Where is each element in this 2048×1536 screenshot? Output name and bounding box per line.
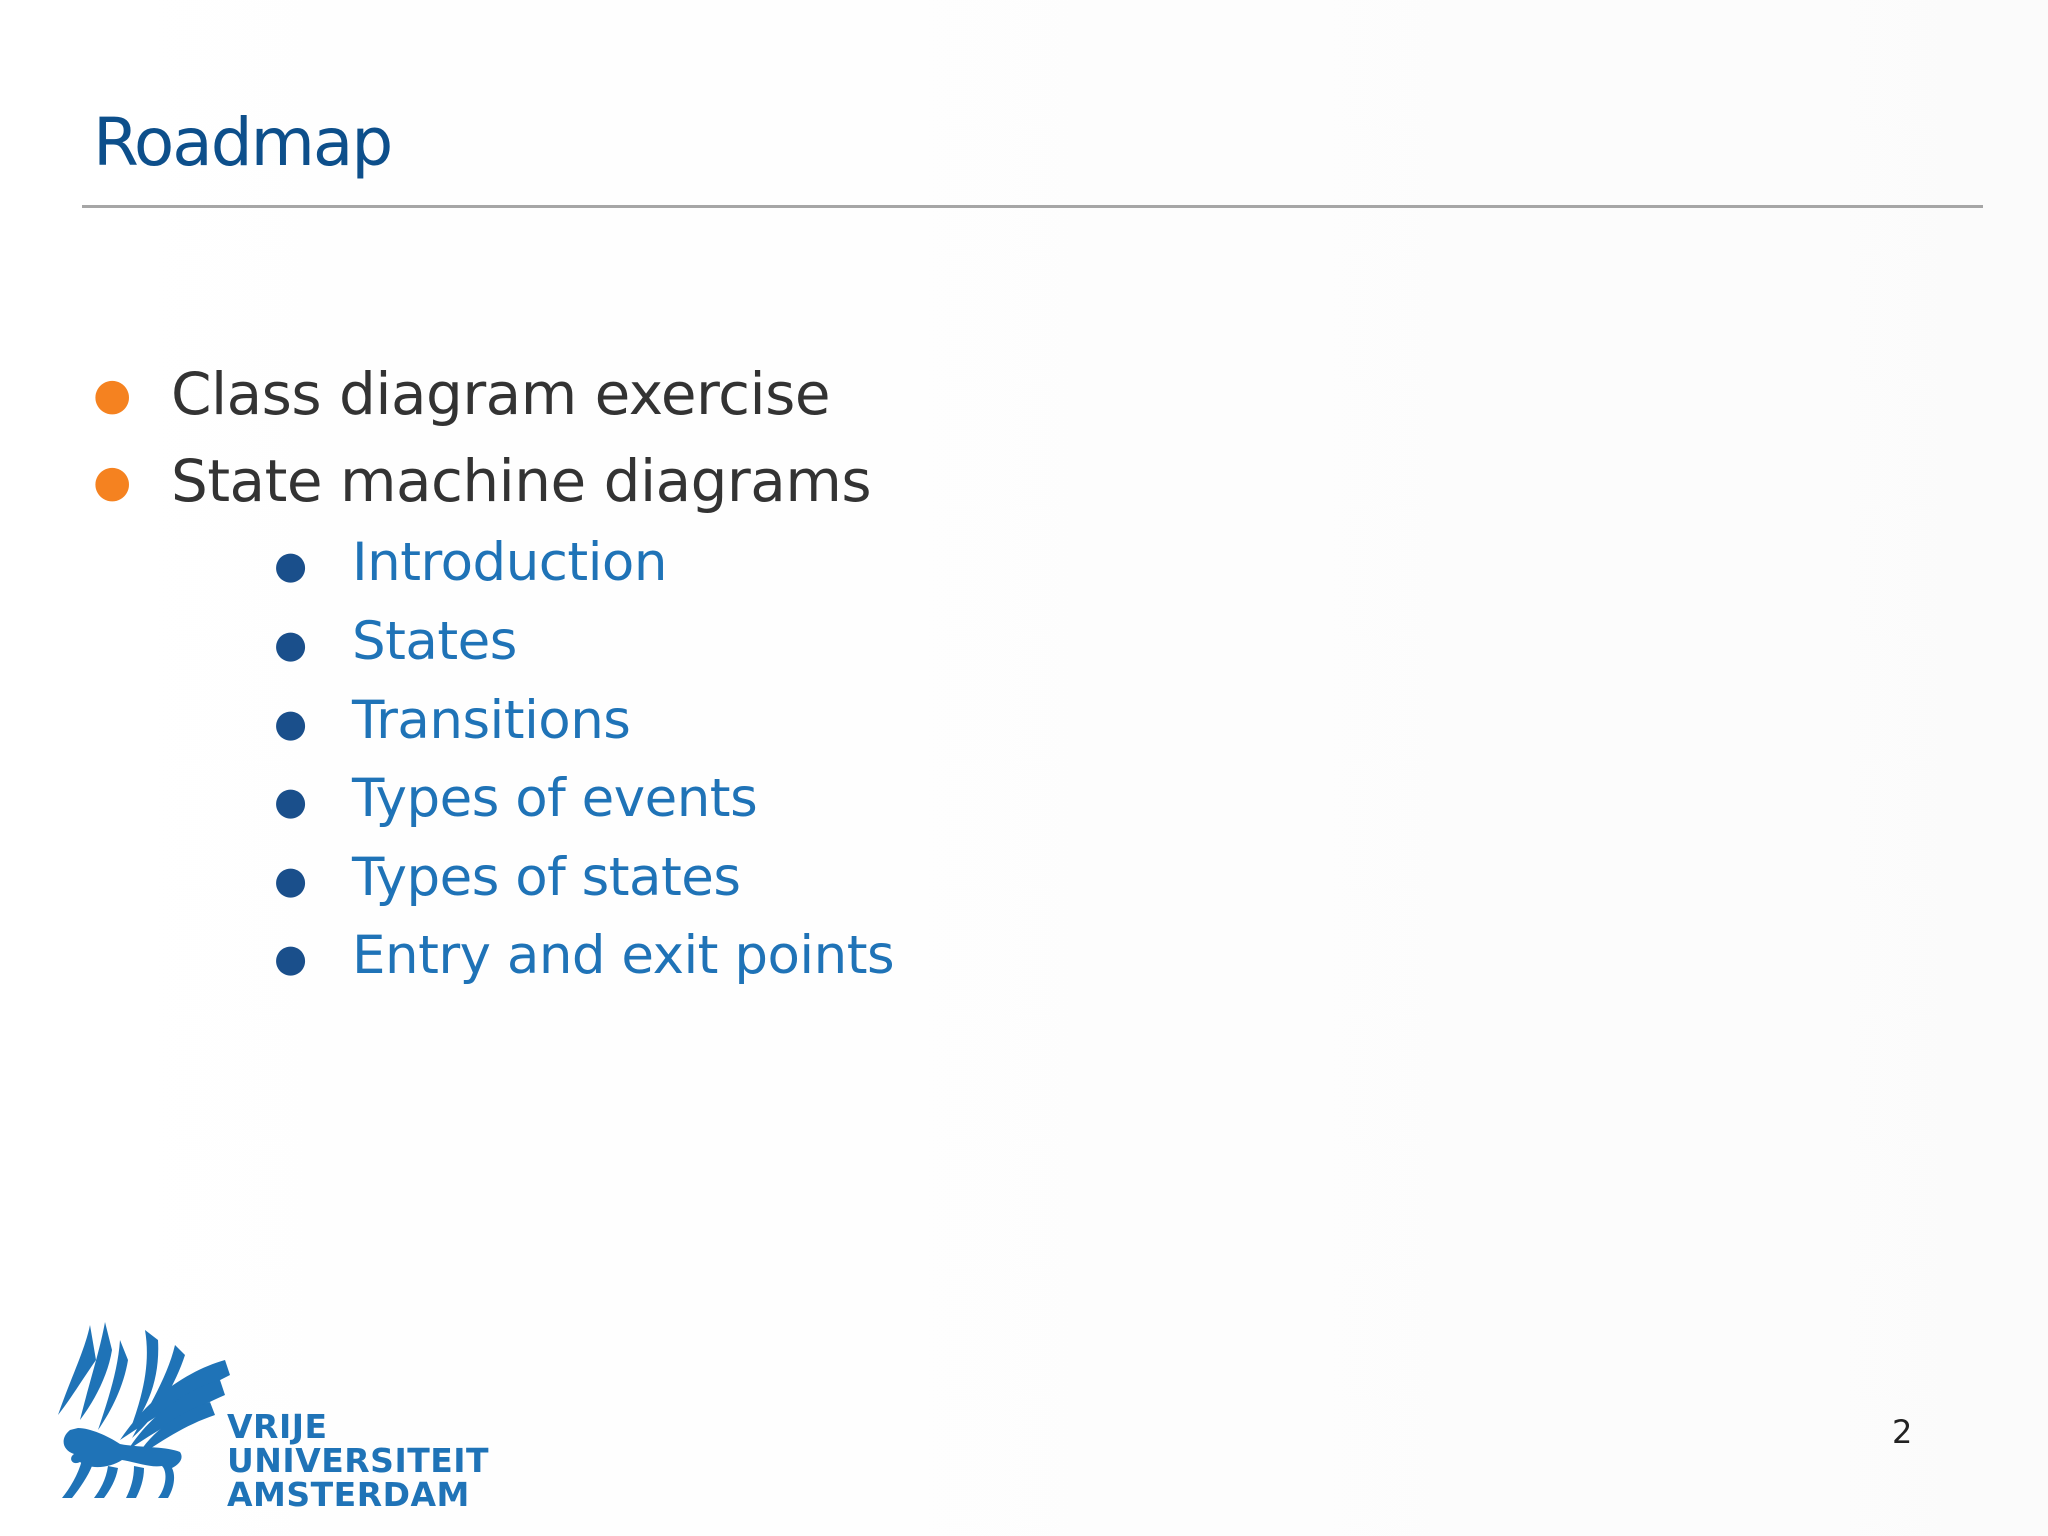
list-item-label: State machine diagrams: [171, 447, 872, 515]
bullet-icon: ●: [274, 936, 308, 980]
page-number: 2: [1892, 1413, 1913, 1451]
sub-list-item-label: Types of states: [352, 847, 741, 908]
bullet-icon: ●: [274, 622, 308, 666]
title-divider: [82, 205, 1983, 208]
bullet-icon: ●: [274, 701, 308, 745]
bullet-icon: ●: [274, 858, 308, 902]
logo-line: UNIVERSITEIT: [227, 1441, 490, 1480]
logo-line: AMSTERDAM: [227, 1475, 470, 1514]
orange-bullet-icon: ●: [93, 456, 132, 507]
sub-list-item-label: Types of events: [352, 768, 758, 829]
bullet-icon: ●: [274, 779, 308, 823]
university-name: [227, 1407, 490, 1514]
sub-list-item-label: Introduction: [352, 532, 667, 593]
bullet-icon: ●: [274, 543, 308, 587]
logo-line: VRIJE: [227, 1407, 328, 1446]
slide-title: Roadmap: [93, 104, 392, 181]
orange-bullet-icon: ●: [93, 369, 132, 420]
sub-list-item-label: Transitions: [352, 690, 631, 751]
list-item-label: Class diagram exercise: [171, 360, 831, 428]
sub-list-item-label: Entry and exit points: [352, 925, 895, 986]
sub-list-item-label: States: [352, 611, 517, 672]
